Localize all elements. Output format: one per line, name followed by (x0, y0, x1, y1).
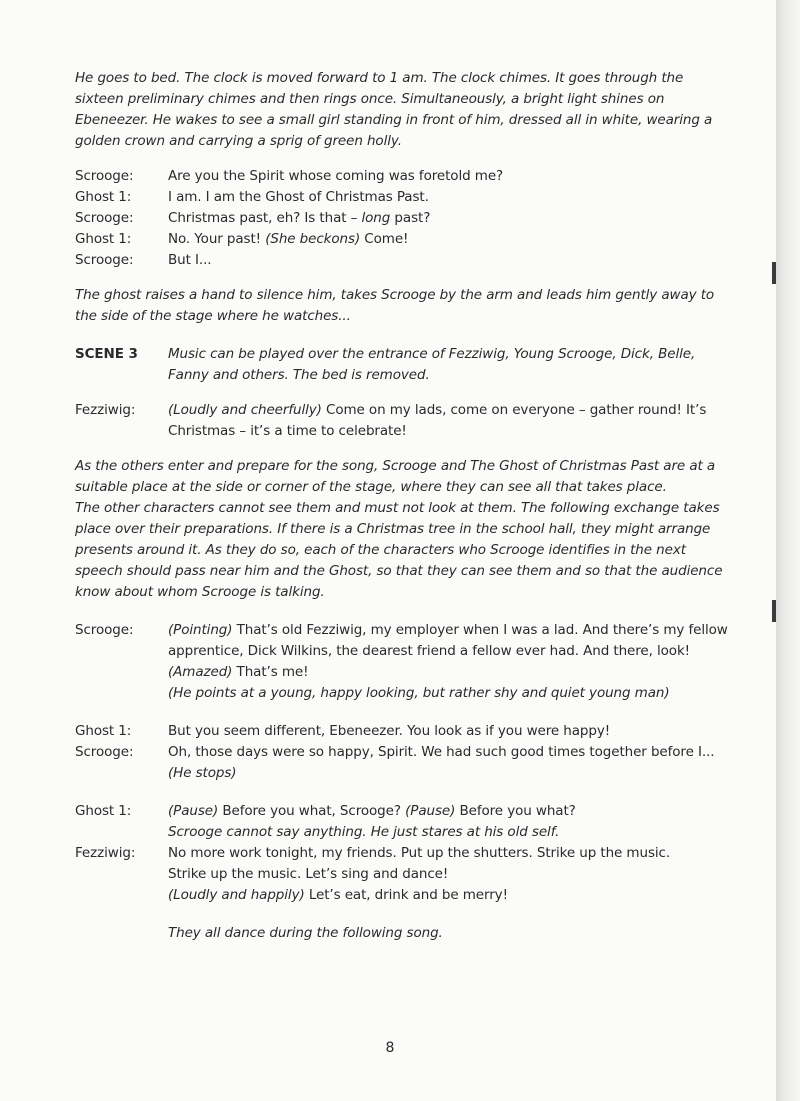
dialogue-line (75, 742, 715, 784)
speech-text (168, 843, 701, 906)
speech-fragment: apprentice, Dick Wilkins, the dearest friend a fellow ever had. And there, look! (168, 643, 690, 659)
speech-fragment: Come! (360, 231, 409, 247)
stage-direction-opening (75, 68, 713, 152)
direction-line: Fanny and others. The bed is removed. (168, 367, 430, 383)
scene-direction (168, 344, 701, 386)
speaker-name: Scrooge: (75, 252, 134, 268)
direction-line: suitable place at the side or corner of the stage, where they can see all that takes place. (75, 479, 667, 495)
stage-direction-inline: (Pointing) (168, 622, 233, 638)
dialogue-line (75, 801, 701, 843)
direction-line: speech should pass near him and the Ghost, so that they can see them and so that the audience (75, 563, 723, 579)
page-edge-mark (772, 600, 776, 622)
speaker-name: Ghost 1: (75, 231, 132, 247)
dialogue-line (75, 843, 701, 906)
stage-direction-inline: (She beckons) (265, 231, 361, 247)
scene-label: SCENE 3 (75, 346, 138, 362)
speaker-name: Fezziwig: (75, 845, 136, 861)
scene-heading (75, 344, 701, 386)
speech-fragment: Before you what? (455, 803, 576, 819)
direction-line: presents around it. As they do so, each of the characters who Scrooge identifies in the next (75, 542, 686, 558)
direction-line: Music can be played over the entrance of Fezziwig, Young Scrooge, Dick, Belle, (168, 346, 696, 362)
direction-line: sixteen preliminary chimes and then rings once. Simultaneously, a bright light shines on (75, 91, 665, 107)
dialogue-line (75, 250, 701, 271)
direction-line: golden crown and carrying a sprig of green holly. (75, 133, 402, 149)
stage-direction (75, 285, 715, 327)
speaker-name: Fezziwig: (75, 402, 136, 418)
speech-fragment: Oh, those days were so happy, Spirit. We had such good times together before I... (168, 744, 715, 760)
speech-text (168, 229, 701, 250)
direction-line: place over their preparations. If there is a Christmas tree in the school hall, they might arrange (75, 521, 711, 537)
speech-text: I am. I am the Ghost of Christmas Past. (168, 189, 429, 205)
speech-fragment: That’s me! (232, 664, 309, 680)
dialogue-line (75, 187, 701, 208)
speech-fragment: No. Your past! (168, 231, 266, 247)
direction-line: As the others enter and prepare for the song, Scrooge and The Ghost of Christmas Past are at a (75, 458, 716, 474)
script-content (75, 68, 728, 944)
dialogue-line (75, 229, 701, 250)
speech-text (168, 400, 706, 442)
dialogue-line (75, 166, 701, 187)
stage-direction (75, 456, 723, 603)
speech-fragment: Christmas – it’s a time to celebrate! (168, 423, 407, 439)
speech-text (168, 742, 714, 784)
direction-line: the side of the stage where he watches... (75, 308, 351, 324)
speech-text (168, 801, 701, 843)
speech-text (168, 208, 701, 229)
page-number: 8 (385, 1040, 395, 1056)
dialogue-line (75, 400, 707, 442)
stage-direction-inline: (Loudly and cheerfully) (168, 402, 322, 418)
speaker-name: Ghost 1: (75, 189, 132, 205)
speech-fragment: No more work tonight, my friends. Put up the shutters. Strike up the music. (168, 845, 671, 861)
speech-fragment: Before you what, Scrooge? (218, 803, 406, 819)
dialogue-block (75, 801, 701, 906)
speech-text: Are you the Spirit whose coming was foretold me? (168, 168, 504, 184)
speech-fragment: Christmas past, eh? Is that – (168, 210, 362, 226)
direction-line: The ghost raises a hand to silence him, takes Scrooge by the arm and leads him gently away to (75, 287, 715, 303)
dialogue-line (75, 208, 701, 229)
speech-text: But I... (168, 252, 212, 268)
stage-direction-inline: (He points at a young, happy looking, but rather shy and quiet young man) (168, 685, 670, 701)
speaker-name: Ghost 1: (75, 723, 132, 739)
speech-fragment: Strike up the music. Let’s sing and dance! (168, 866, 449, 882)
dialogue-line (75, 620, 728, 704)
stage-direction-inline: (Pause) (168, 803, 219, 819)
stage-direction-inline: (Amazed) (168, 664, 233, 680)
stage-direction-inline: (He stops) (168, 765, 237, 781)
emphasis-text: long (361, 210, 391, 226)
closing-direction-row (75, 923, 701, 944)
direction-line: The other characters cannot see them and must not look at them. The following exchange takes (75, 500, 720, 516)
speaker-name: Scrooge: (75, 210, 134, 226)
speech-text (168, 620, 728, 704)
speech-fragment: past? (390, 210, 431, 226)
speech-fragment: Come on my lads, come on everyone – gather round! It’s (321, 402, 707, 418)
speech-fragment: That’s old Fezziwig, my employer when I was a lad. And there’s my fellow (232, 622, 728, 638)
stage-direction-inline: (Pause) (405, 803, 456, 819)
dialogue-block (75, 166, 701, 271)
speaker-name: Ghost 1: (75, 803, 132, 819)
speaker-name: Scrooge: (75, 744, 134, 760)
page-edge (776, 0, 800, 1101)
speaker-name: Scrooge: (75, 168, 134, 184)
direction-line: Ebeneezer. He wakes to see a small girl standing in front of him, dressed all in white, wearing a (75, 112, 713, 128)
speech-text: But you seem different, Ebeneezer. You look as if you were happy! (168, 723, 611, 739)
stage-direction-inline: Scrooge cannot say anything. He just stares at his old self. (168, 824, 560, 840)
stage-direction-closing: They all dance during the following song. (168, 925, 443, 941)
direction-line: He goes to bed. The clock is moved forward to 1 am. The clock chimes. It goes through the (75, 70, 684, 86)
direction-line: know about whom Scrooge is talking. (75, 584, 325, 600)
dialogue-block (75, 721, 715, 784)
dialogue-line (75, 721, 701, 742)
page-edge-mark (772, 262, 776, 284)
speech-fragment: Let’s eat, drink and be merry! (304, 887, 508, 903)
speaker-name: Scrooge: (75, 622, 134, 638)
stage-direction-inline: (Loudly and happily) (168, 887, 305, 903)
